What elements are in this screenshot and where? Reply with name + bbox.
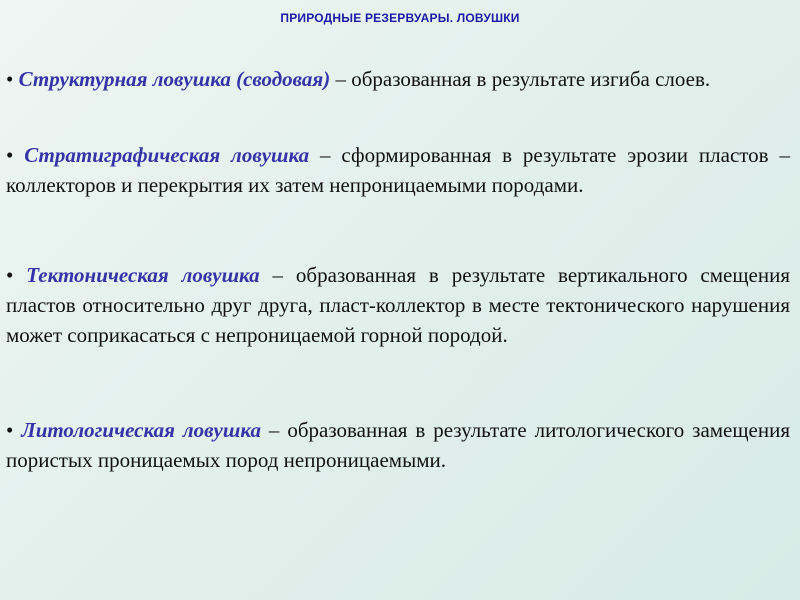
bullet-icon: • <box>6 143 25 167</box>
term-lithologic-trap: Литологическая ловушка <box>21 418 261 442</box>
trap-definition-stratigraphic <box>6 140 790 200</box>
term-stratigraphic-trap: Стратиграфическая ловушка <box>24 143 310 167</box>
definition-text: – образованная в результате изгиба слоев. <box>330 67 711 91</box>
bullet-icon: • <box>6 418 22 442</box>
slide-title: ПРИРОДНЫЕ РЕЗЕРВУАРЫ. ЛОВУШКИ <box>280 11 520 25</box>
definition-text: – сформированная в результате эрозии пластов – коллекторов и перекрытия их затем непроницаемыми породами. <box>6 143 790 197</box>
definition-text: – образованная в результате литологического замещения пористых проницаемых пород непроницаемыми. <box>6 418 790 472</box>
trap-definition-tectonic <box>6 260 790 350</box>
bullet-icon: • <box>6 67 19 91</box>
term-structural-trap: Структурная ловушка (сводовая) <box>18 67 331 91</box>
term-tectonic-trap: Тектоническая ловушка <box>26 263 260 287</box>
bullet-icon: • <box>6 263 27 287</box>
trap-definition-structural <box>6 64 790 94</box>
definition-text: – образованная в результате вертикального смещения пластов относительно друг друга, пласт-коллектор в месте тектонического нарушения может соприкасаться с непроницаемой горной породой. <box>6 263 790 347</box>
trap-definition-lithologic <box>6 415 790 475</box>
